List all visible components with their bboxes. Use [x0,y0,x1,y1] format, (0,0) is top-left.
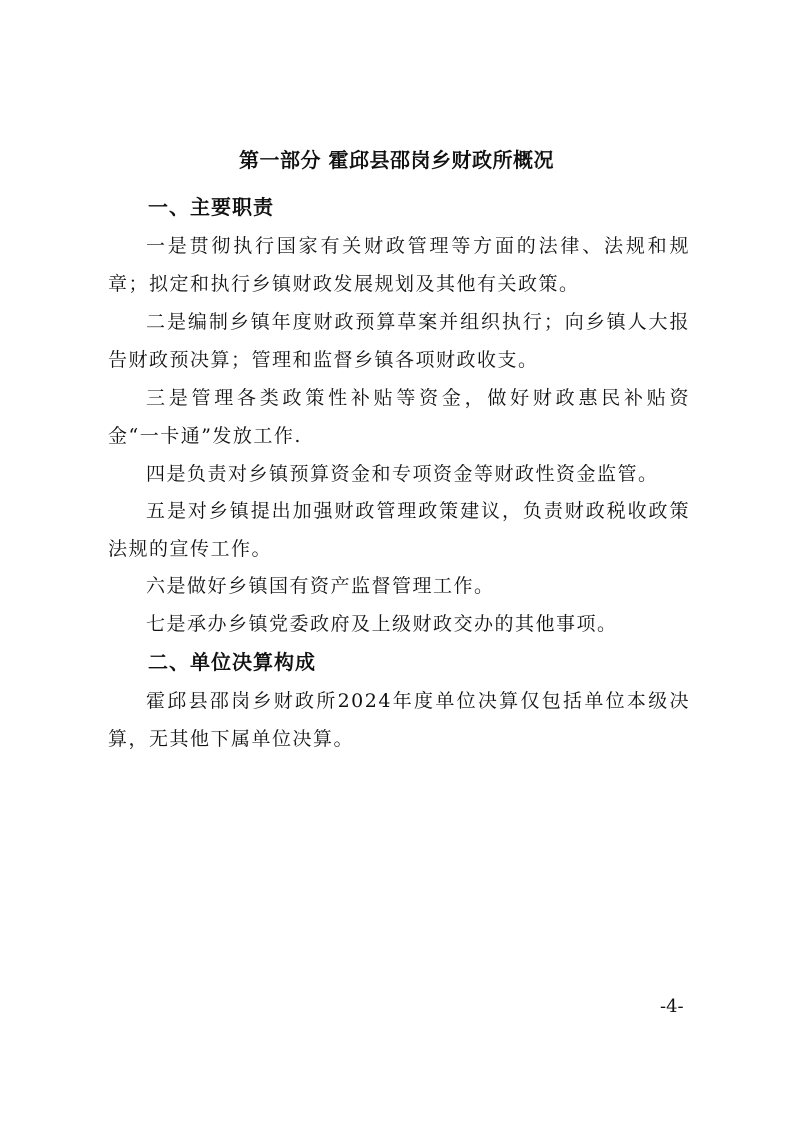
page-title: 第一部分 霍邱县邵岗乡财政所概况 [239,148,554,172]
page-number: -4- [660,996,684,1017]
paragraph-duty-7: 七是承办乡镇党委政府及上级财政交办的其他事项。 [146,613,618,635]
paragraph-duty-1: 一是贯彻执行国家有关财政管理等方面的法律、法规和规章；拟定和执行乡镇财政发展规划及其他有关政策。 [108,235,690,295]
section-heading-duties: 一、主要职责 [148,195,274,219]
paragraph-duty-6: 六是做好乡镇国有资产监督管理工作。 [146,575,495,597]
paragraph-duty-3: 三是管理各类政策性补贴等资金，做好财政惠民补贴资金“一卡通”发放工作. [108,387,690,447]
paragraph-composition: 霍邱县邵岗乡财政所2024年度单位决算仅包括单位本级决算，无其他下属单位决算。 [108,690,690,750]
paragraph-duty-2: 二是编制乡镇年度财政预算草案并组织执行；向乡镇人大报告财政预决算；管理和监督乡镇各项财政收支。 [108,311,690,371]
paragraph-duty-4: 四是负责对乡镇预算资金和专项资金等财政性资金监管。 [146,463,659,485]
section-heading-composition: 二、单位决算构成 [148,650,316,674]
paragraph-duty-5: 五是对乡镇提出加强财政管理政策建议，负责财政税收政策法规的宣传工作。 [108,500,690,560]
